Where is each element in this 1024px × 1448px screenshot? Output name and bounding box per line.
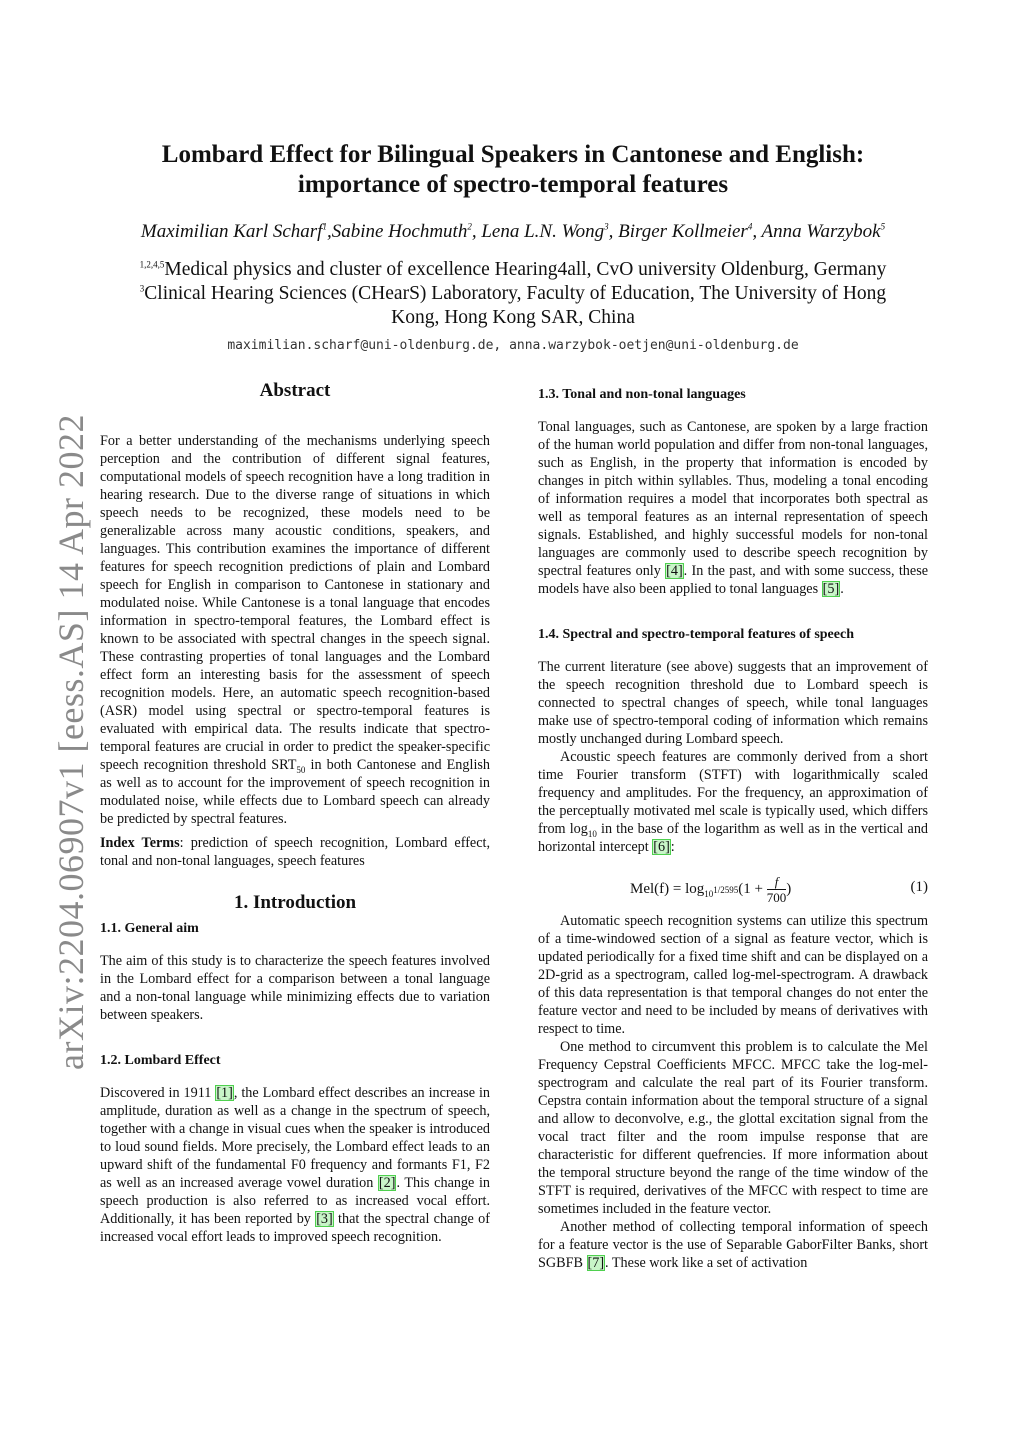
index-terms-label: Index Terms	[100, 835, 180, 851]
title-line-1: Lombard Effect for Bilingual Speakers in Cantonese and English:	[161, 141, 865, 168]
citation-link[interactable]: [1]	[216, 1085, 233, 1101]
affiliation-2-cont: Kong, Hong Kong SAR, China	[391, 307, 635, 328]
affiliation-1: $^{1,2,4,5}$Medical physics and cluster of excellence Hearing4all, CvO university Oldenburg, Germany	[139, 259, 887, 280]
paragraph-features-4: One method to circumvent this problem is to calculate the Mel Frequency Cepstral Coefficients MFCC. MFCC take the log-mel-spectrogram and calculate the real part of its Fourier transform. Cepstra contain information about the temporal structure of a signal and allow to deconvolve, e.g., the glottal excitation signal from the vocal tract filter and the room impulse response that are characteristic for different quefrencies. If more information about the temporal structure beyond the range of the time window of the STFT is required, derivatives of the MFCC with respect to time are sometimes included in the feature vector.	[538, 1039, 928, 1217]
affiliation-sup: 1,2,4,5	[139, 259, 165, 270]
author-affil-sup: 3	[604, 221, 609, 232]
paragraph-tonal-languages: Tonal languages, such as Cantonese, are spoken by a large fraction of the human world population and differ from non-tonal languages, such as English, in the property that information is encoded by changes in pitch within syllables. Thus, modeling a tonal encoding of information requires a model that incorporates both spectral as well as temporal features as an internal representation of speech signals. Established, and highly successful models for non-tonal languages are commonly used to describe speech recognition by spectral features only [4]. In the past, and with some success, these models have also been applied to tonal languages [5].	[538, 419, 929, 597]
paper-title	[90, 140, 936, 200]
left-column	[100, 380, 490, 1246]
subsection-heading-general-aim: 1.1. General aim	[100, 921, 199, 936]
author-emails: maximilian.scharf@uni-oldenburg.de, anna.warzybok-oetjen@uni-oldenburg.de	[227, 338, 799, 353]
citation-link[interactable]: [2]	[378, 1175, 396, 1191]
abstract-text: For a better understanding of the mechanisms underlying speech perception and the contribution of different signal features, computational models of speech recognition have a long tradition in hearing research. Due to the diverse range of situations in which speech needs to be recognized, these models need to be generalizable across many acoustic conditions, speakers, and languages. This contribution examines the importance of different features for speech recognition predictions of plain and Lombard speech for English in comparison to Cantonese in stationary and modulated noise. While Cantonese is a tonal language that encodes information in spectro-temporal features, the Lombard effect is known to be associated with spectral changes in the speech signal. These contrasting properties of tonal languages and the Lombard effect form an interesting basis for the assessment of speech recognition models. Here, an automatic speech recognition-based (ASR) model using spectral or spectro-temporal features is evaluated with empirical data. The results indicate that spectro-temporal features are crucial in order to predict the speaker-specific speech recognition threshold $SRT_{50}$ in both Cantonese and English as well as to account for the improvement of speech recognition in modulated noise, while effects due to Lombard speech can already be predicted by spectral features.	[100, 433, 490, 827]
subsection-heading-speech-features: 1.4. Spectral and spectro-temporal features of speech	[538, 627, 854, 642]
author-name: Birger Kollmeier	[618, 221, 748, 242]
subsection-heading-lombard-effect: 1.2. Lombard Effect	[100, 1053, 221, 1068]
author-affil-sup: 1	[322, 221, 327, 232]
paragraph-lombard-effect: Discovered in 1911 [1], the Lombard effect describes an increase in amplitude, duration as well as a change in the spectrum of speech, together with a change in visual cues when the speaker is introduced to loud sound fields. More precisely, the Lombard effect leads to an upward shift of the fundamental F0 frequency and formants F1, F2 as well as an increased average vowel duration [2]. This change in speech production is also referred to as increased vocal effort. Additionally, it has been reported by [3] that the spectral change of increased vocal effort leads to improved speech recognition.	[100, 1085, 491, 1245]
author-name: Maximilian Karl Scharf	[140, 221, 323, 242]
citation-link[interactable]: [5]	[822, 581, 840, 597]
section-heading-introduction: 1. Introduction	[233, 892, 357, 913]
arxiv-side-stamp: arXiv:2204.06907v1 [eess.AS] 14 Apr 2022	[51, 414, 91, 1070]
author-affil-sup: 5	[880, 221, 886, 232]
affiliation-sup: 3	[139, 283, 145, 294]
author-name: Lena L.N. Wong	[481, 221, 605, 242]
right-column	[538, 386, 928, 1272]
paragraph-features-3: Automatic speech recognition systems can utilize this spectrum of a time-windowed section of a signal as feature vector, which is updated periodically for a fixed time shift and can be displayed on a 2D-grid as a spectrogram, called log-mel-spectrogram. A drawback of this data representation is that temporal changes do not enter the feature vector and need to be included by means of derivatives with respect to time.	[538, 913, 928, 1037]
citation-link[interactable]: [4]	[666, 563, 683, 579]
affiliation-2: $^3$Clinical Hearing Sciences (CHearS) Laboratory, Faculty of Education, The University of Hong	[139, 283, 887, 304]
equation-number: (1)	[910, 879, 928, 895]
paper-header	[90, 140, 936, 353]
equation-mel-scale	[538, 868, 928, 908]
citation-link[interactable]: [7]	[587, 1255, 605, 1271]
citation-link[interactable]: [3]	[316, 1211, 333, 1227]
paragraph-features-2: Acoustic speech features are commonly derived from a short time Fourier transform (STFT) with logarithmically scaled frequency and amplitudes. For the frequency, an approximation of the perceptually motivated mel scale is typically used, which differs from $\log_{10}$ in the base of the logarithm as well as in the vertical and horizontal intercept [6]:	[538, 749, 929, 855]
paragraph-general-aim: The aim of this study is to characterize the speech features involved in the Lombard effect for a comparison between a tonal language and a non-tonal language while minimizing effects due to variation between speakers.	[100, 953, 490, 1023]
paragraph-features-1: The current literature (see above) suggests that an improvement of the speech recognition threshold due to Lombard speech is connected to spectral changes of speech, while tonal languages make use of spectro-temporal coding of information which remains mostly unchanged during Lombard speech.	[538, 659, 928, 747]
author-name: Anna Warzybok	[761, 221, 881, 242]
abstract-heading: Abstract	[259, 380, 331, 401]
paragraph-features-5: Another method of collecting temporal information of speech for a feature vector is the use of Separable GaborFilter Banks, short SGBFB [7]. These work like a set of activation	[538, 1219, 928, 1271]
author-list: Maximilian Karl Scharf$^1$,Sabine Hochmuth$^2$, Lena L.N. Wong$^3$, Birger Kollmeier$^4$, Anna Warzybok$^5$	[140, 221, 886, 242]
author-affil-sup: 4	[747, 221, 753, 232]
subsection-heading-tonal-languages: 1.3. Tonal and non-tonal languages	[538, 387, 746, 402]
affiliations	[90, 258, 936, 330]
citation-link[interactable]: [6]	[653, 839, 670, 855]
title-line-2: importance of spectro-temporal features	[297, 171, 729, 198]
author-affil-sup: 2	[467, 221, 472, 232]
author-name: Sabine Hochmuth	[331, 221, 468, 242]
index-terms: Index Terms: prediction of speech recognition, Lombard effect, tonal and non-tonal languages, speech features	[100, 835, 490, 869]
equation-fraction: $\frac{f}{700}$	[766, 874, 787, 905]
equation-body: $Mel(f) = \log_{10^{1/2595}}(1$ + $\frac{f}{700}$ )	[630, 874, 792, 905]
